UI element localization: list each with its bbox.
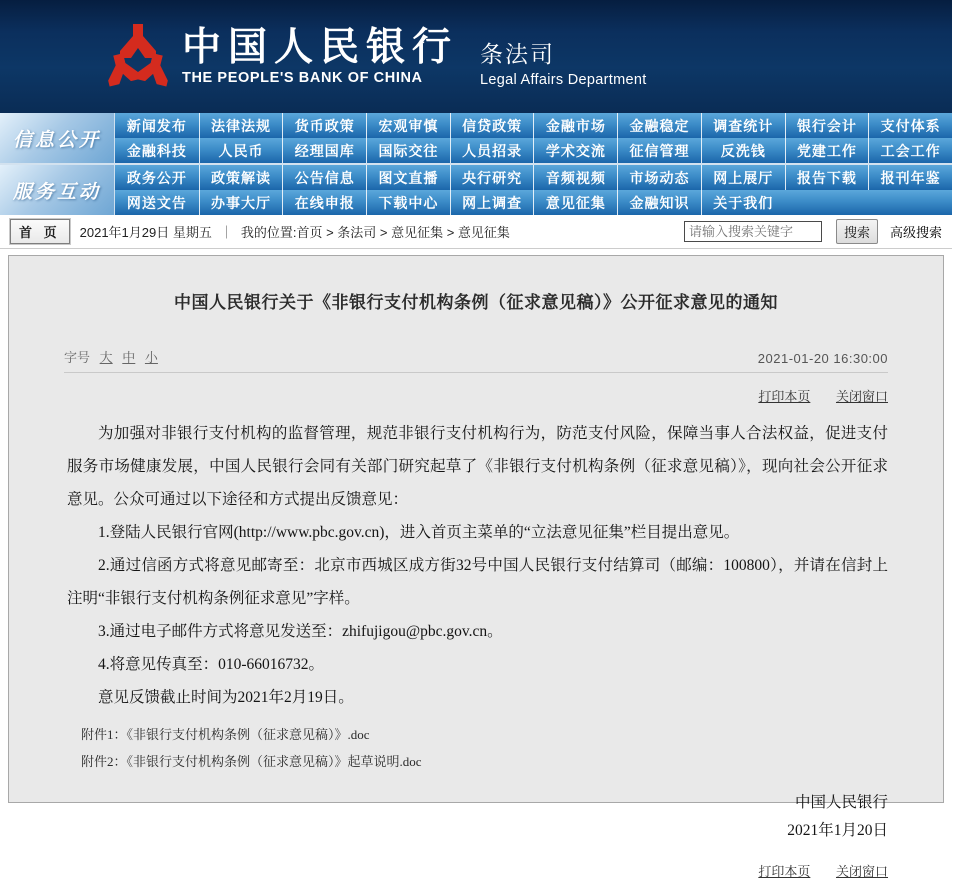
nav-item[interactable]: 法律法规 bbox=[199, 113, 283, 138]
article-title: 中国人民银行关于《非银行支付机构条例（征求意见稿）》公开征求意见的通知 bbox=[174, 293, 778, 312]
search-button[interactable]: 搜索 bbox=[836, 219, 878, 244]
nav-section-label-info[interactable]: 信息公开 bbox=[0, 113, 115, 163]
main-navigation bbox=[0, 113, 952, 215]
nav-item[interactable]: 音频视频 bbox=[533, 165, 617, 190]
close-window-link[interactable]: 关闭窗口 bbox=[835, 864, 888, 879]
nav-item[interactable]: 网送文告 bbox=[126, 194, 187, 211]
nav-section-service bbox=[0, 163, 952, 215]
nav-item[interactable]: 经理国库 bbox=[282, 138, 366, 163]
signature-block bbox=[9, 789, 888, 845]
meta-divider bbox=[64, 372, 888, 373]
nav-item[interactable]: 金融稳定 bbox=[617, 113, 701, 138]
home-button[interactable]: 首 页 bbox=[10, 219, 70, 244]
bank-brand bbox=[182, 25, 459, 86]
close-window-link[interactable]: 关闭窗口 bbox=[835, 389, 888, 404]
nav-section-info bbox=[0, 113, 952, 163]
bank-name-en: THE PEOPLE'S BANK OF CHINA bbox=[182, 69, 423, 86]
breadcrumb-bar bbox=[0, 215, 952, 249]
nav-item[interactable]: 公告信息 bbox=[282, 165, 366, 190]
nav-item[interactable]: 宏观审慎 bbox=[366, 113, 450, 138]
paragraph: 3.通过电子邮件方式将意见发送至：zhifujigou@pbc.gov.cn。 bbox=[98, 623, 503, 640]
font-size-label: 字号 bbox=[64, 350, 91, 365]
paragraph: 为加强对非银行支付机构的监督管理，规范非银行支付机构行为，防范支付风险，保障当事人合法权益，促进支付服务市场健康发展，中国人民银行会同有关部门研究起草了《非银行支付机构条例（征求意见稿）》，现向社会公开征求意见。公众可通过以下途径和方式提出反馈意见： bbox=[67, 425, 888, 508]
site-header bbox=[0, 0, 952, 113]
article-panel bbox=[8, 255, 944, 879]
nav-item[interactable]: 支付体系 bbox=[868, 113, 952, 138]
nav-item[interactable]: 金融知识 bbox=[617, 190, 701, 215]
nav-item[interactable]: 政务公开 bbox=[126, 169, 187, 186]
nav-item[interactable]: 在线申报 bbox=[282, 190, 366, 215]
crumb-separator: ｜ bbox=[219, 225, 233, 240]
bank-name-cn: 中国人民银行 bbox=[182, 25, 459, 69]
nav-row bbox=[115, 138, 952, 163]
nav-item[interactable]: 新闻发布 bbox=[126, 117, 187, 134]
breadcrumb: 我的位置:首页 > 条法司 > 意见征集 > 意见征集 bbox=[240, 225, 510, 240]
nav-item[interactable]: 人员招录 bbox=[450, 138, 534, 163]
current-date: 2021年1月29日 星期五 bbox=[79, 225, 212, 240]
nav-item[interactable]: 报刊年鉴 bbox=[868, 165, 952, 190]
nav-item[interactable]: 征信管理 bbox=[617, 138, 701, 163]
nav-section-label-service[interactable]: 服务互动 bbox=[0, 165, 115, 215]
nav-cell-empty bbox=[868, 190, 952, 215]
signature-org: 中国人民银行 bbox=[794, 794, 888, 811]
nav-item[interactable]: 货币政策 bbox=[282, 113, 366, 138]
search-input[interactable] bbox=[684, 221, 822, 242]
nav-cell-empty bbox=[785, 190, 869, 215]
paragraph: 4.将意见传真至：010-66016732。 bbox=[98, 656, 325, 673]
nav-item[interactable]: 央行研究 bbox=[450, 165, 534, 190]
nav-item[interactable]: 银行会计 bbox=[785, 113, 869, 138]
nav-item[interactable]: 意见征集 bbox=[533, 190, 617, 215]
nav-item[interactable]: 信贷政策 bbox=[450, 113, 534, 138]
publish-timestamp: 2021-01-20 16:30:00 bbox=[757, 351, 888, 366]
top-action-links bbox=[64, 386, 888, 405]
nav-row bbox=[115, 113, 952, 138]
paragraph: 1.登陆人民银行官网(http://www.pbc.gov.cn)，进入首页主菜单的“立法意见征集”栏目提出意见。 bbox=[98, 524, 740, 541]
article-meta-row bbox=[64, 347, 888, 366]
attachment-link-1[interactable]: 附件1：《非银行支付机构条例（征求意见稿）》.doc bbox=[81, 727, 370, 742]
nav-item[interactable]: 金融科技 bbox=[126, 142, 187, 159]
bottom-action-links bbox=[64, 861, 888, 880]
nav-item[interactable]: 工会工作 bbox=[868, 138, 952, 163]
nav-item[interactable]: 报告下载 bbox=[785, 165, 869, 190]
font-size-medium[interactable]: 中 bbox=[122, 350, 136, 365]
attachment-list bbox=[81, 721, 943, 775]
department-block bbox=[480, 26, 647, 88]
nav-item[interactable]: 关于我们 bbox=[701, 190, 785, 215]
department-name-en: Legal Affairs Department bbox=[480, 71, 647, 88]
font-size-small[interactable]: 小 bbox=[144, 350, 158, 365]
attachment-link-2[interactable]: 附件2：《非银行支付机构条例（征求意见稿）》起草说明.doc bbox=[81, 754, 422, 769]
nav-item[interactable]: 办事大厅 bbox=[199, 190, 283, 215]
nav-item[interactable]: 网上调查 bbox=[450, 190, 534, 215]
advanced-search-link[interactable]: 高级搜索 bbox=[889, 225, 942, 240]
nav-item[interactable]: 政策解读 bbox=[199, 165, 283, 190]
nav-item[interactable]: 党建工作 bbox=[785, 138, 869, 163]
pboc-logo-icon bbox=[106, 24, 170, 90]
nav-item[interactable]: 反洗钱 bbox=[701, 138, 785, 163]
nav-item[interactable]: 网上展厅 bbox=[701, 165, 785, 190]
article-body bbox=[67, 417, 888, 714]
nav-item[interactable]: 国际交往 bbox=[366, 138, 450, 163]
font-size-large[interactable]: 大 bbox=[99, 350, 113, 365]
nav-item[interactable]: 下载中心 bbox=[366, 190, 450, 215]
print-page-link[interactable]: 打印本页 bbox=[758, 389, 811, 404]
nav-row bbox=[115, 165, 952, 190]
department-name-cn: 条法司 bbox=[480, 40, 556, 67]
font-size-control bbox=[64, 347, 164, 366]
nav-row bbox=[115, 190, 952, 215]
print-page-link[interactable]: 打印本页 bbox=[758, 864, 811, 879]
paragraph: 2.通过信函方式将意见邮寄至：北京市西城区成方街32号中国人民银行支付结算司（邮编：100800），并请在信封上注明“非银行支付机构条例征求意见”字样。 bbox=[67, 557, 888, 607]
search-box bbox=[684, 219, 942, 244]
signature-date: 2021年1月20日 bbox=[787, 822, 888, 839]
nav-item[interactable]: 学术交流 bbox=[533, 138, 617, 163]
nav-item[interactable]: 图文直播 bbox=[366, 165, 450, 190]
nav-item[interactable]: 人民币 bbox=[199, 138, 283, 163]
nav-item[interactable]: 金融市场 bbox=[533, 113, 617, 138]
nav-item[interactable]: 调查统计 bbox=[701, 113, 785, 138]
paragraph: 意见反馈截止时间为2021年2月19日。 bbox=[98, 689, 354, 706]
nav-item[interactable]: 市场动态 bbox=[617, 165, 701, 190]
